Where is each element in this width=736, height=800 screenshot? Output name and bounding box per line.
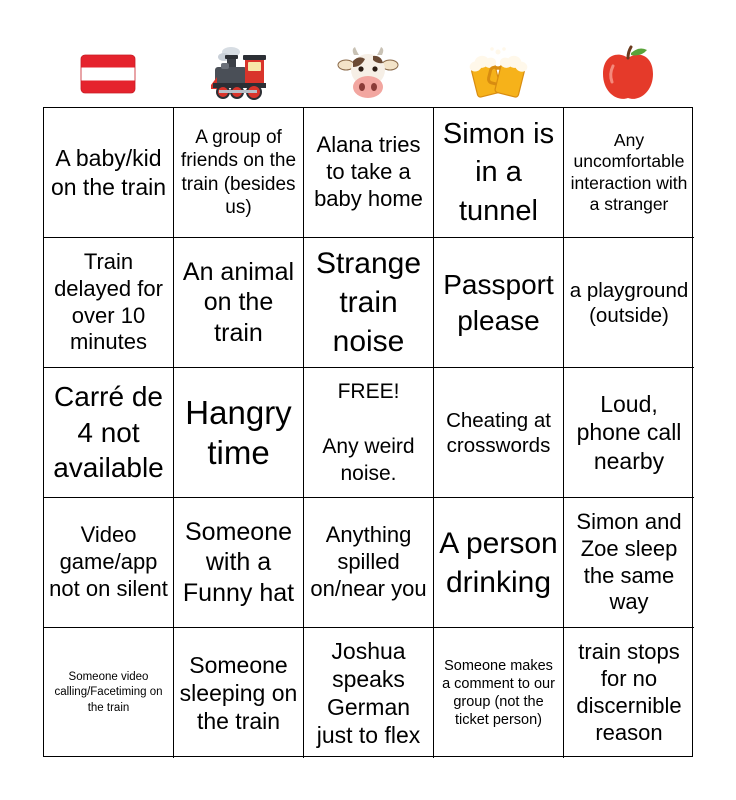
cow-face-icon <box>337 45 399 103</box>
bingo-cell[interactable]: A baby/kid on the train <box>44 108 174 238</box>
clinking-beer-mugs-icon <box>467 45 529 103</box>
bingo-cell[interactable]: Strange train noise <box>304 238 434 368</box>
bingo-cell[interactable]: Someone video calling/Facetiming on the train <box>44 628 174 758</box>
bingo-cell[interactable]: Loud, phone call nearby <box>564 368 694 498</box>
bingo-cell[interactable]: Someone makes a comment to our group (not the ticket person) <box>434 628 564 758</box>
bingo-cell[interactable]: Anything spilled on/near you <box>304 498 434 628</box>
header-cell-3 <box>303 40 433 108</box>
bingo-cell[interactable]: Any uncomfortable interaction with a stranger <box>564 108 694 238</box>
bingo-cell[interactable]: Simon and Zoe sleep the same way <box>564 498 694 628</box>
bingo-cell[interactable]: train stops for no discernible reason <box>576 639 682 745</box>
bingo-cell[interactable]: Hangry time <box>174 368 304 498</box>
bingo-cell[interactable]: Simon is in a tunnel <box>434 108 564 238</box>
bingo-cell[interactable]: Someone sleeping on the train <box>174 628 304 758</box>
bingo-cell[interactable]: Joshua speaks German just to flex <box>304 628 434 758</box>
header-cell-1 <box>43 40 173 108</box>
header-cell-2 <box>173 40 303 108</box>
header-cell-5 <box>563 40 693 108</box>
bingo-header <box>43 40 693 108</box>
bingo-cell[interactable]: Cheating at crosswords <box>434 368 564 498</box>
bingo-cell[interactable]: Passport please <box>434 238 564 368</box>
bingo-cell[interactable]: A group of friends on the train (besides us) <box>174 108 304 238</box>
header-cell-4 <box>433 40 563 108</box>
bingo-cell[interactable]: An animal on the train <box>174 238 304 368</box>
bingo-cell[interactable]: Video game/app not on silent <box>44 498 174 628</box>
free-space-cell[interactable]: FREE! Any weird noise. <box>304 368 434 498</box>
bingo-cell[interactable]: Someone with a Funny hat <box>174 498 304 628</box>
red-apple-icon <box>597 44 659 104</box>
locomotive-icon <box>207 44 269 104</box>
austria-flag-icon <box>77 49 139 99</box>
bingo-cell[interactable]: A person drinking <box>434 498 564 628</box>
bingo-cell[interactable]: a playground (outside) <box>564 238 694 368</box>
bingo-board <box>43 107 693 757</box>
bingo-cell[interactable]: Carré de 4 not available <box>44 368 174 498</box>
bingo-cell[interactable]: Train delayed for over 10 minutes <box>44 238 174 368</box>
bingo-cell[interactable]: Alana tries to take a baby home <box>304 108 434 238</box>
